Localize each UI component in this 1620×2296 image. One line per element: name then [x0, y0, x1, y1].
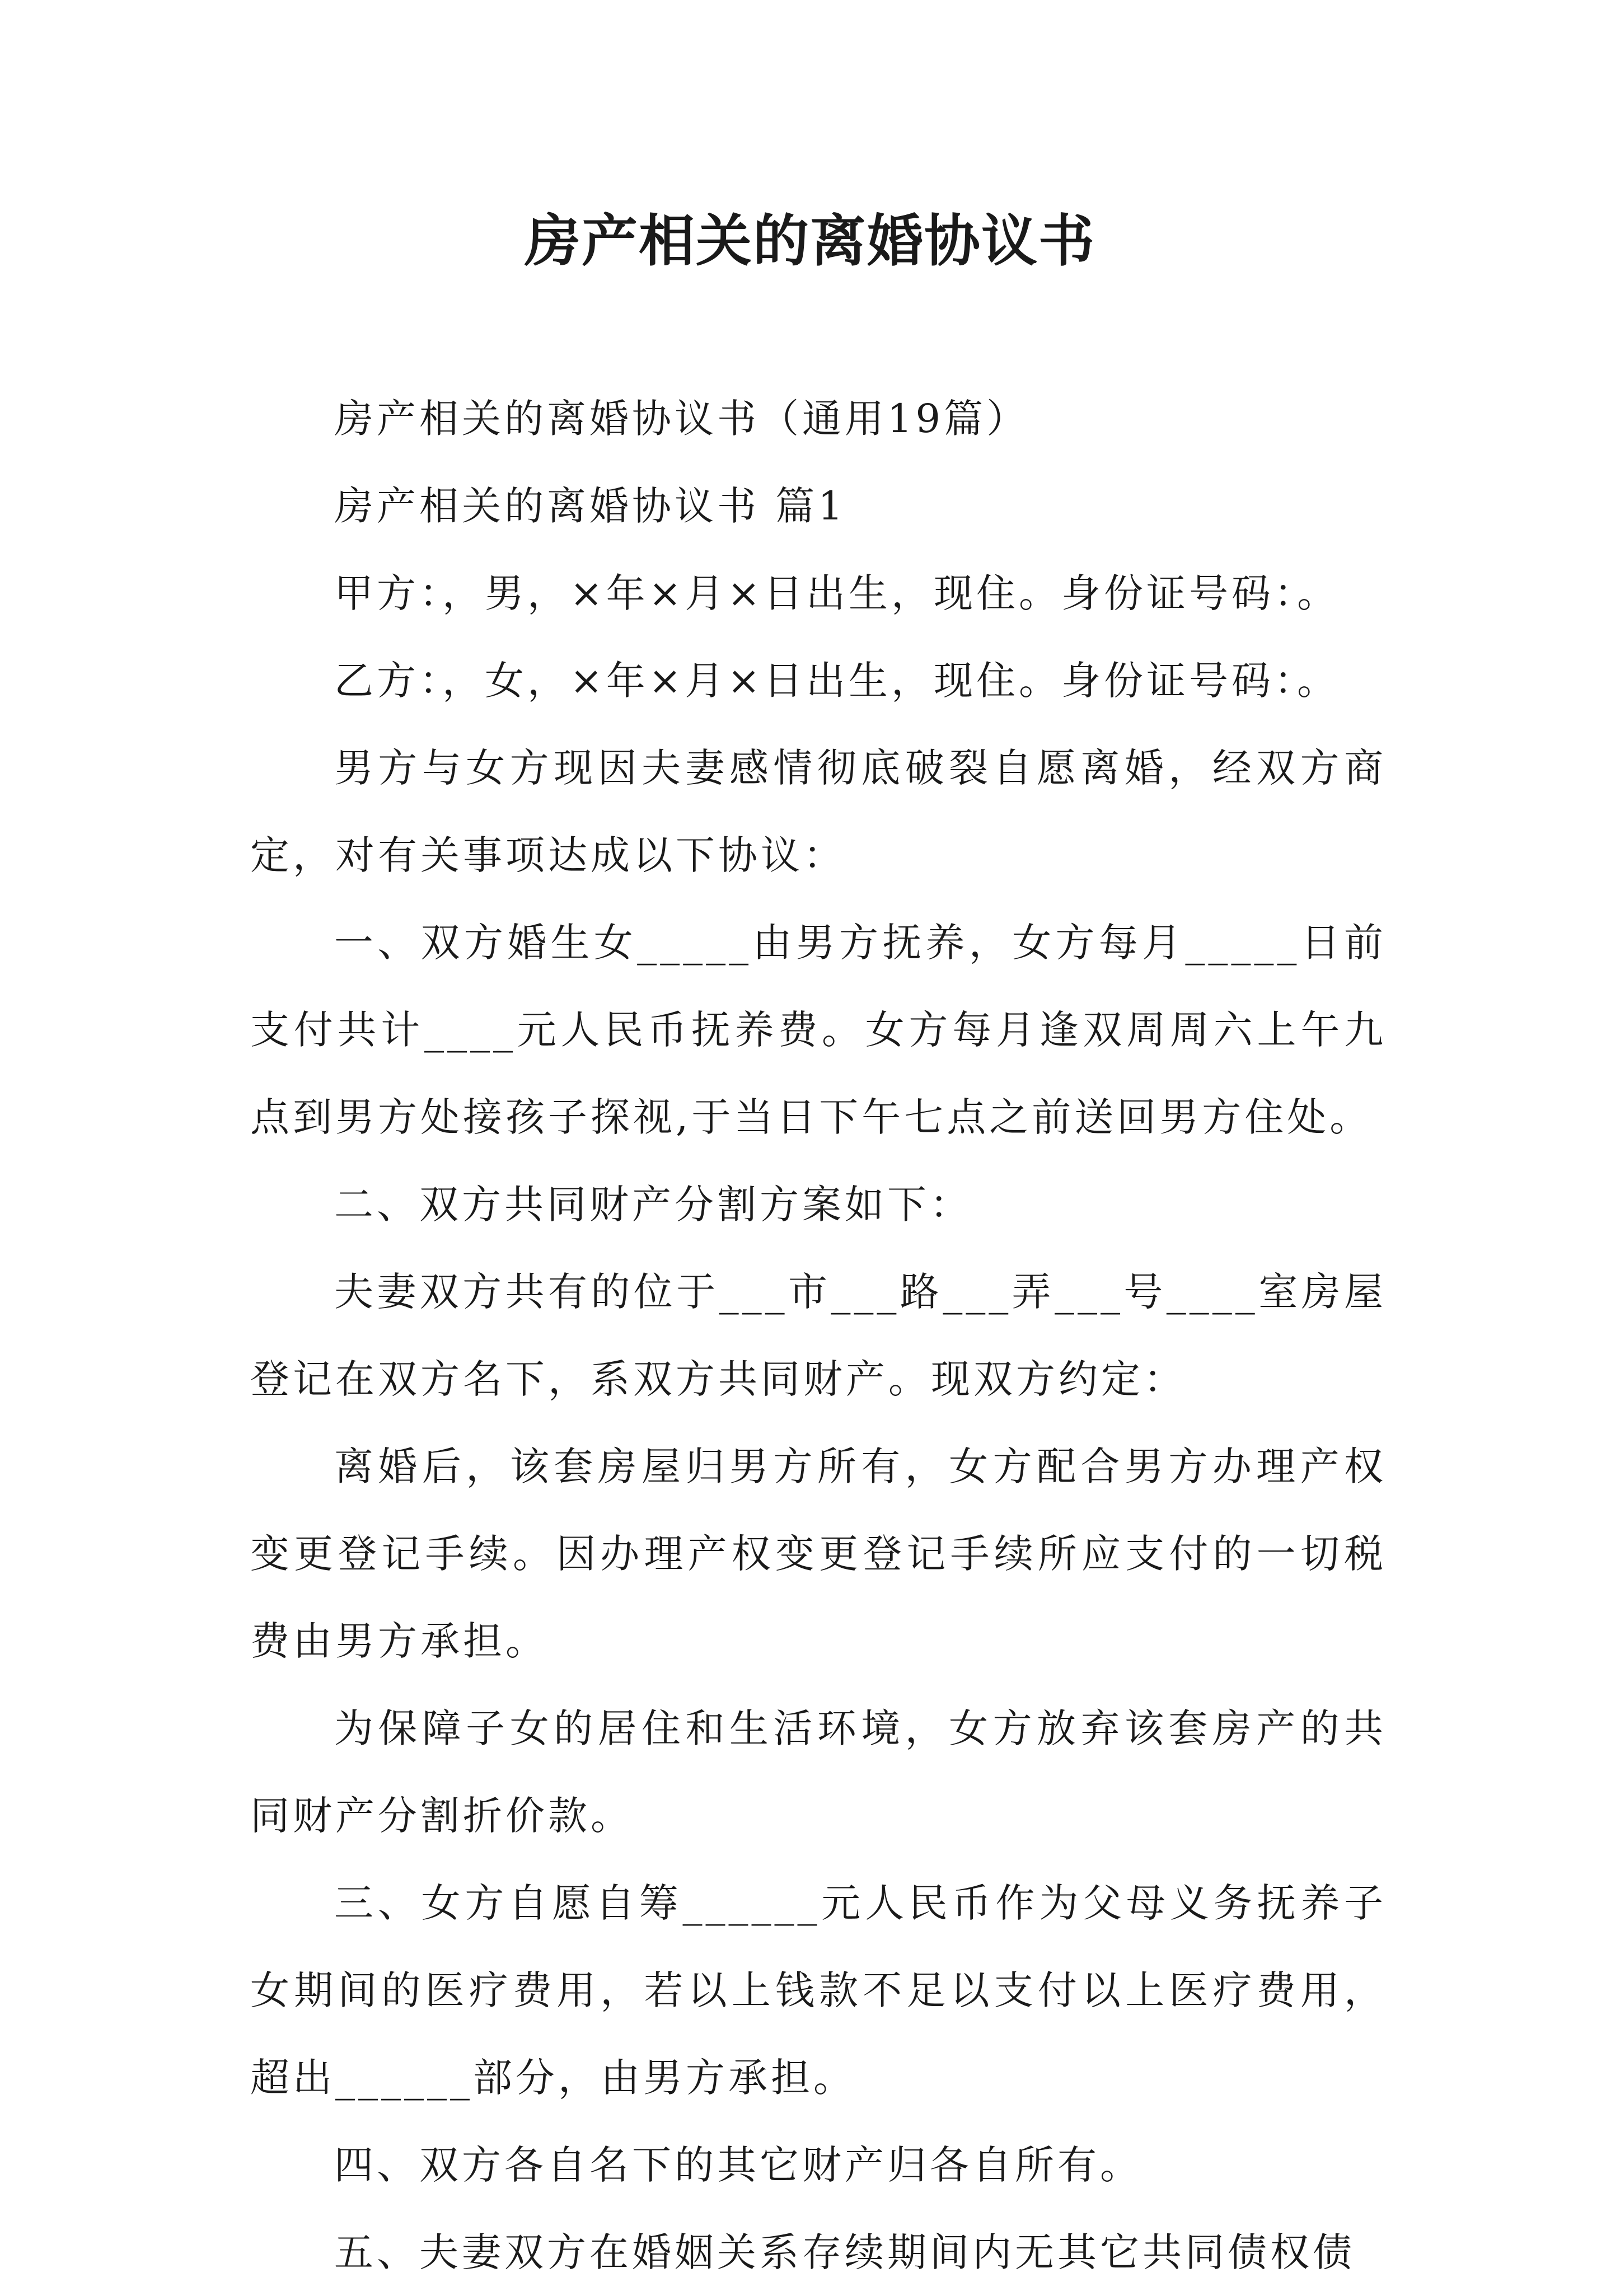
paragraph-clause-4: 四、双方各自名下的其它财产归各自所有。: [334, 2142, 1143, 2188]
paragraph-party-a: 甲方：，男，×年×月×日出生，现住。身份证号码：。: [334, 570, 1340, 616]
paragraph-subtitle: 房产相关的离婚协议书（通用19篇）: [334, 396, 1029, 442]
paragraph-clause-2: 二、双方共同财产分割方案如下：: [334, 1182, 972, 1227]
document-title: 房产相关的离婚协议书: [525, 208, 1095, 274]
paragraph-party-b: 乙方：，女，×年×月×日出生，现住。身份证号码：。: [334, 658, 1340, 704]
paragraph-property: 夫妻双方共有的位于___市___路___弄___号____室房屋登记在双方名下，系双方共同财产。现双方约定：: [250, 1269, 1387, 1402]
document-body: [250, 375, 1387, 2296]
paragraph-after-divorce: 离婚后，该套房屋归男方所有，女方配合男方办理产权变更登记手续。因办理产权变更登记手续所应支付的一切税费由男方承担。: [250, 1444, 1387, 1664]
paragraph-clause-3: 三、女方自愿自筹______元人民币作为父母义务抚养子女期间的医疗费用，若以上钱款不足以支付以上医疗费用，超出______部分，由男方承担。: [250, 1880, 1387, 2101]
paragraph-clause-5: 五、夫妻双方在婚姻关系存续期间内无其它共同债权债: [334, 2229, 1355, 2275]
paragraph-clause-1: 一、双方婚生女_____由男方抚养，女方每月_____日前支付共计____元人民币抚养费。女方每月逢双周周六上午九点到男方处接孩子探视,于当日下午七点之前送回男方住处。: [250, 920, 1387, 1140]
paragraph-preamble: 男方与女方现因夫妻感情彻底破裂自愿离婚，经双方商定，对有关事项达成以下协议：: [250, 745, 1387, 878]
paragraph-children-housing: 为保障子女的居住和生活环境，女方放弃该套房产的共同财产分割折价款。: [250, 1705, 1387, 1839]
paragraph-section-heading: 房产相关的离婚协议书 篇1: [334, 483, 846, 529]
